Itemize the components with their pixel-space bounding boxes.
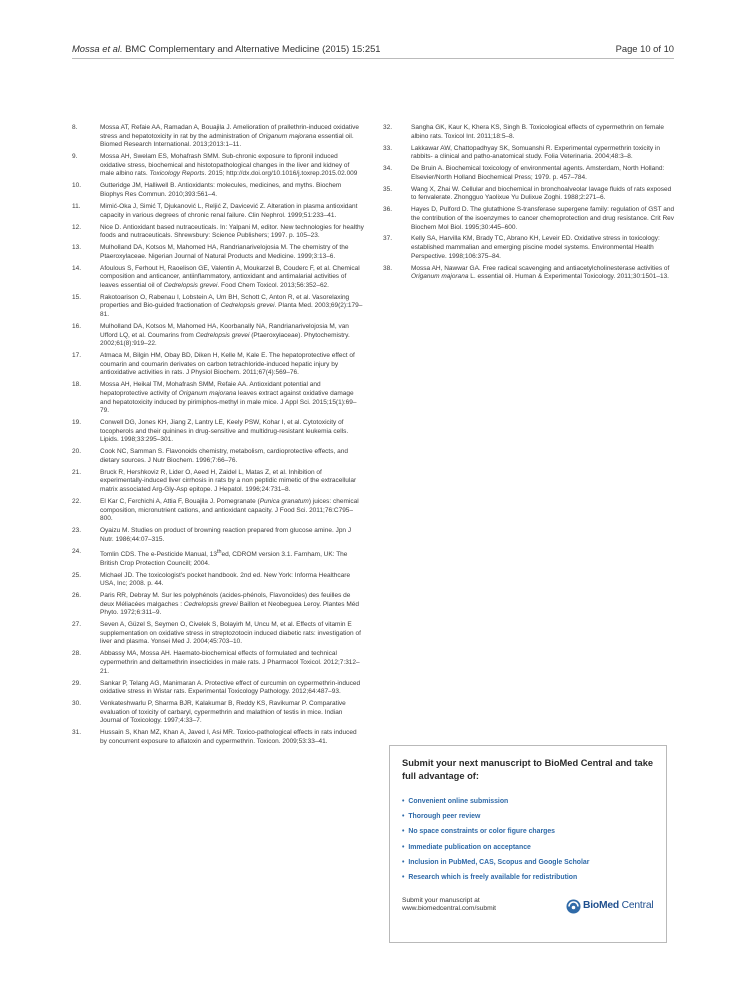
- reference-item: [72, 650, 364, 676]
- reference-text: Mossa AH, Nawwar GA. Free radical scavenging and antiacetylcholinesterase activities of Origanum majorana L. essential oil. Human & Experimental Toxicology. 2011;30:1501–13.: [411, 264, 670, 281]
- reference-number: 34.: [383, 165, 393, 173]
- reference-text: Mossa AH, Swelam ES, Mohafrash SMM. Sub-chronic exposure to fipronil induced oxidative stress, biochemical and histotopathological changes in the liver and kidney of male albino rats. Toxicology Reports. 2015; http://dx.doi.org/10.1016/j.toxrep.2015.02.009: [100, 153, 358, 178]
- reference-number: 31.: [72, 729, 82, 737]
- reference-text: Mossa AH, Heikal TM, Mohafrash SMM, Refaie AA. Antioxidant potential and hepatoprotective activity of Origanum majorana leaves extract against oxidative damage and hepatotoxicity induced by pirimiphos-methyl in male mice. J Appl Sci. 2015;15(1):69–79.: [100, 381, 357, 415]
- reference-text: Tomlin CDS. The e-Pesticide Manual, 13thed, CDROM version 3.1. Farnham, UK: The British Crop Protection Councill; 2004.: [100, 548, 348, 567]
- reference-number: 38.: [383, 264, 393, 272]
- reference-item: [72, 700, 364, 726]
- reference-text: Oyaizu M. Studies on product of browning reaction prepared from glucose amine. Jpn J Nutr. 1986;44:07–315.: [100, 527, 352, 543]
- reference-item: [72, 621, 364, 647]
- reference-item: [72, 680, 364, 697]
- reference-number: 25.: [72, 571, 82, 579]
- reference-number: 37.: [383, 235, 393, 243]
- reference-item: [383, 265, 675, 282]
- reference-text: Wang X, Zhai W. Cellular and biochemical in bronchoalveolar lavage fluids of rats exposed to fenvalerate. Zhongguo Yaolixue Yu Dulixue Zoghi. 1988;2:271–6.: [411, 185, 672, 202]
- reference-number: 9.: [72, 153, 78, 161]
- promo-benefit-item: [402, 828, 662, 843]
- reference-item: [72, 527, 364, 544]
- submit-url-link[interactable]: www.biomedcentral.com/submit: [402, 905, 497, 913]
- reference-item: [72, 182, 364, 199]
- reference-number: 27.: [72, 621, 82, 629]
- reference-number: 21.: [72, 468, 82, 476]
- reference-number: 36.: [383, 206, 393, 214]
- reference-text: Bruck R, Hershkoviz R, Lider O, Aeed H, Zaidel L, Matas Z, et al. Inhibition of experimentally-induced liver cirrhosis in rats by a non peptidic mimetic of the extracellular matrix associated Arg-Gly-Asp epitope. J Hepatol. 1996;24:731–8.: [100, 468, 357, 494]
- submit-info: [402, 897, 496, 914]
- reference-text: Abbassy MA, Mossa AH. Haemato-biochemical effects of formulated and technical cypermethrin and deltamethrin insecticides in male rats. J Pharmacol Toxicol. 2012;7:312–21.: [100, 650, 360, 675]
- reference-text: Afoulous S, Ferhout H, Raoelison GE, Valentin A, Moukarzel B, Couderc F, et al. Chemical composition and anticancer, antiinflammatory, antioxidant and antimalarial activities of leaves essential oil of Cedrelopsis grevei. Food Chem Toxicol. 2013;56:352–62.: [100, 264, 360, 289]
- bullet-icon: •: [402, 813, 405, 821]
- reference-text: Cook NC, Samman S. Flavonoids chemistry, metabolism, cardioprotective effects, and dietary sources. J Nutr Biochem. 1996;7:66–76.: [100, 448, 348, 464]
- bullet-icon: •: [402, 828, 405, 836]
- reference-item: [72, 448, 364, 465]
- promo-heading: Submit your next manuscript to BioMed Central and take full advantage of:: [402, 758, 654, 781]
- biomed-central-logo-icon: [566, 899, 581, 914]
- reference-number: 17.: [72, 352, 82, 360]
- reference-text: Kelly SA, Harvilla KM, Brady TC, Abrano KH, Leveir ED. Oxidative stress in toxicology: established mammalian and emerging piscine model systems. Environmental Health Perspective. 1998;106:375–84.: [411, 235, 660, 260]
- reference-text: El Kar C, Ferchichi A, Attia F, Bouajila J. Pomegranate (Punica granatum) juices: chemical composition, micronutrient cations, and antioxidant capacity. J Food Sci. 2011;76:C795–800.: [100, 498, 359, 523]
- reference-number: 32.: [383, 124, 393, 131]
- header-journal: BMC Complementary and Alternative Medicine: [122, 43, 320, 54]
- reference-number: 22.: [72, 498, 82, 506]
- promo-benefits-list: [402, 798, 662, 889]
- promo-benefit-text: Immediate publication on acceptance: [406, 843, 531, 851]
- header-volume: (2015) 15:251: [319, 43, 381, 54]
- promo-benefit-item: [402, 798, 662, 813]
- reference-item: [72, 381, 364, 415]
- reference-text: Lakkawar AW, Chattopadhyay SK, Somuanshi R. Experimental cypermethrin toxicity in rabbits- a clinical and patho-anatomical study. Folia Veterinaria. 2004;48:3–8.: [411, 144, 661, 161]
- promo-benefit-item: [402, 813, 662, 828]
- reference-number: 35.: [383, 185, 393, 193]
- reference-number: 30.: [72, 700, 82, 708]
- reference-text: Michael JD. The toxicologist's pocket handbook. 2nd ed. New York: Informa Healthcare USA, Inc; 2008. p. 44.: [100, 571, 351, 588]
- reference-text: Venkateshwarlu P, Sharma BJR, Kalakumar B, Reddy KS, Ravikumar P. Comparative evaluation of toxicity of carbaryl, cypermethrin and malathion of testis in mice. Indian Journal of Toxicology. 1997;4:33–7.: [100, 700, 346, 725]
- reference-number: 20.: [72, 448, 82, 456]
- promo-benefit-text: Convenient online submission: [406, 798, 509, 805]
- reference-item: [72, 419, 364, 445]
- reference-number: 12.: [72, 223, 82, 231]
- running-header-citation: [72, 43, 381, 54]
- reference-number: 18.: [72, 381, 82, 389]
- reference-number: 10.: [72, 182, 82, 190]
- reference-text: Seven A, Güzel S, Seymen O, Civelek S, Bolayirh M, Uncu M, et al. Effects of vitamin E supplementation on oxidative stress in streptozotocin induced diabetic rats: investigation of liver and plasma. Yonsei Med J. 2004;45:703–10.: [100, 621, 361, 646]
- header-divider: [72, 58, 674, 59]
- bullet-icon: •: [402, 843, 405, 851]
- reference-text: Mulholland DA, Kotsos M, Mahomed HA, Randrianarivelojosia M. The chemistry of the Ptaeroxylaceae. Nigerian Journal of Natural Products and Medicine. 1999;3:13–6.: [100, 244, 349, 260]
- reference-item: [72, 572, 364, 589]
- reference-number: 14.: [72, 264, 82, 272]
- reference-text: Conwell DG, Jones KH, Jiang Z, Lantry LE, Keely PSW, Kohar I, et al. Cytotoxicity of tocopherols and their quinines in drug-sensitive and multidrug-resistant leukemia cells. Lipids. 1998;33:295–301.: [100, 419, 349, 444]
- reference-number: 23.: [72, 527, 82, 535]
- promo-benefit-item: [402, 859, 662, 874]
- reference-text: Paris RR, Debray M. Sur les polyphénols (acides-phénols, Flavonoïdes) des feuilles de deux Méliacées malgaches : Cedrelopsis grevei Baillon et Neobeguea Leroy. Plantes Méd Phyto. 1972;6:311–9.: [100, 592, 359, 617]
- promo-benefit-item: [402, 844, 662, 859]
- reference-text: Mimić-Oka J, Simić T, Djukanović L, Reljić Z, Davicević Z. Alteration in plasma antioxidant capacity in various degrees of chronic renal failure. Clin Nephrol. 1999;51:233–41.: [100, 202, 358, 219]
- reference-item: [72, 323, 364, 349]
- reference-number: 11.: [72, 202, 81, 210]
- reference-text: Atmaca M, Bilgin HM, Obay BD, Diken H, Kelle M, Kale E. The hepatoprotective effect of coumarin and coumarin derivates on carbon tetrachloride-induced hepatic injury by antioxidative activities in rats. J Physiol Biochem. 2011;67(4):569–76.: [100, 352, 355, 377]
- references-right-column: [383, 124, 675, 285]
- reference-text: Nice D. Antioxidant based nutraceuticals. In: Yalpani M, editor. New technologies for healthy foods and nutraceuticals. Shrewsbury: Science Publishers; 1997. p. 105–23.: [100, 223, 364, 240]
- reference-item: [72, 153, 364, 179]
- reference-item: [383, 235, 675, 261]
- biomed-central-submission-box: [389, 745, 667, 943]
- bullet-icon: •: [402, 858, 405, 866]
- reference-number: 33.: [383, 144, 393, 152]
- reference-item: [383, 206, 675, 232]
- reference-item: [383, 145, 675, 162]
- header-authors: Mossa: [72, 43, 100, 54]
- reference-number: 28.: [72, 650, 82, 658]
- reference-number: 13.: [72, 244, 82, 252]
- reference-item: [72, 294, 364, 320]
- reference-item: [383, 165, 675, 182]
- reference-item: [383, 186, 675, 203]
- reference-text: Mossa AT, Refaie AA, Ramadan A, Bouajila J. Amelioration of prallethrin-induced oxidative stress and hepatotoxicity in rat by the administration of Origanum majorana essential oil. Biomed Research International. 2013;2013:1–11.: [100, 124, 359, 149]
- reference-number: 29.: [72, 679, 82, 687]
- promo-benefit-text: Research which is freely available for redistribution: [406, 873, 578, 881]
- reference-text: Hussain S, Khan MZ, Khan A, Javed I, Asi MR. Toxico-pathological effects in rats induced by concurrent exposure to aflatoxin and cypermethrin. Toxicon. 2009;53:33–41.: [100, 729, 357, 745]
- reference-item: [72, 469, 364, 495]
- biomed-central-logo-text: BioMed Central: [583, 900, 654, 911]
- reference-item: [383, 124, 675, 141]
- reference-number: 24.: [72, 547, 82, 555]
- reference-text: Rakotoarison O, Rabenau I, Lobstein A, Um BH, Schott C, Anton R, et al. Vasorelaxing properties and Bio-guided fractionation of Cedrelopsis grevei. Planta Med. 2003;69(2):179–81.: [100, 293, 363, 319]
- page-number: Page 10 of 10: [615, 43, 674, 54]
- reference-text: Mulholland DA, Kotsos M, Mahomed HA, Koorbanally NA, Randrianarivelojosia M, van Ufford LQ, et al. Coumarins from Cedrelopsis grevei (Ptaeroxylaceae). Phytochemistry. 2002;61(8):919–22.: [100, 323, 350, 348]
- submit-line: Submit your manuscript at: [402, 897, 480, 904]
- reference-text: De Bruin A. Biochemical toxicology of environmental agents. Amsterdam, North Holland: Elsevier/North Holland Biochemical Press; 1979. p. 457–784.: [411, 165, 665, 181]
- promo-benefit-text: Thorough peer review: [406, 813, 481, 821]
- reference-item: [72, 124, 364, 150]
- reference-item: [72, 592, 364, 618]
- reference-number: 19.: [72, 419, 82, 427]
- reference-item: [72, 729, 364, 746]
- reference-item: [72, 244, 364, 261]
- reference-number: 16.: [72, 323, 82, 330]
- bullet-icon: •: [402, 798, 405, 805]
- reference-text: Sankar P, Telang AG, Manimaran A. Protective effect of curcumin on cypermethrin-induced oxidative stress in Wistar rats. Experimental Toxicology Pathology. 2012;64:487–93.: [100, 679, 361, 696]
- running-header: [72, 43, 674, 57]
- reference-number: 8.: [72, 124, 78, 131]
- reference-item: [72, 498, 364, 524]
- reference-number: 26.: [72, 592, 82, 600]
- reference-text: Gutteridge JM, Halliwell B. Antioxidants: molecules, medicines, and myths. Biochem Biophys Res Commun. 2010;393:561–4.: [100, 182, 342, 198]
- reference-number: 15.: [72, 293, 82, 301]
- reference-item: [72, 224, 364, 241]
- biomed-central-logo: [566, 898, 658, 918]
- promo-benefit-text: Inclusion in PubMed, CAS, Scopus and Google Scholar: [406, 858, 590, 866]
- header-etal: et al.: [99, 43, 123, 54]
- reference-item: [72, 265, 364, 291]
- promo-benefit-text: No space constraints or color figure charges: [406, 828, 555, 836]
- references-left-column: [72, 124, 364, 750]
- reference-text: Sangha GK, Kaur K, Khera KS, Singh B. Toxicological effects of cypermethrin on female albino rats. Toxicol Int. 2011;18:5–8.: [411, 124, 665, 140]
- reference-item: [72, 203, 364, 220]
- promo-benefit-item: [402, 874, 662, 889]
- bullet-icon: •: [402, 873, 405, 881]
- reference-text: Hayes D, Pulford D. The glutathione S-transferase supergene family: regulation of GST and the contribution of the isoenzymes to cancer chemoprotection and drug resistance. Crit Rev Biochem Mol Biol. 1995;30:445–600.: [411, 206, 675, 231]
- reference-item: [72, 352, 364, 378]
- reference-item: [72, 548, 364, 568]
